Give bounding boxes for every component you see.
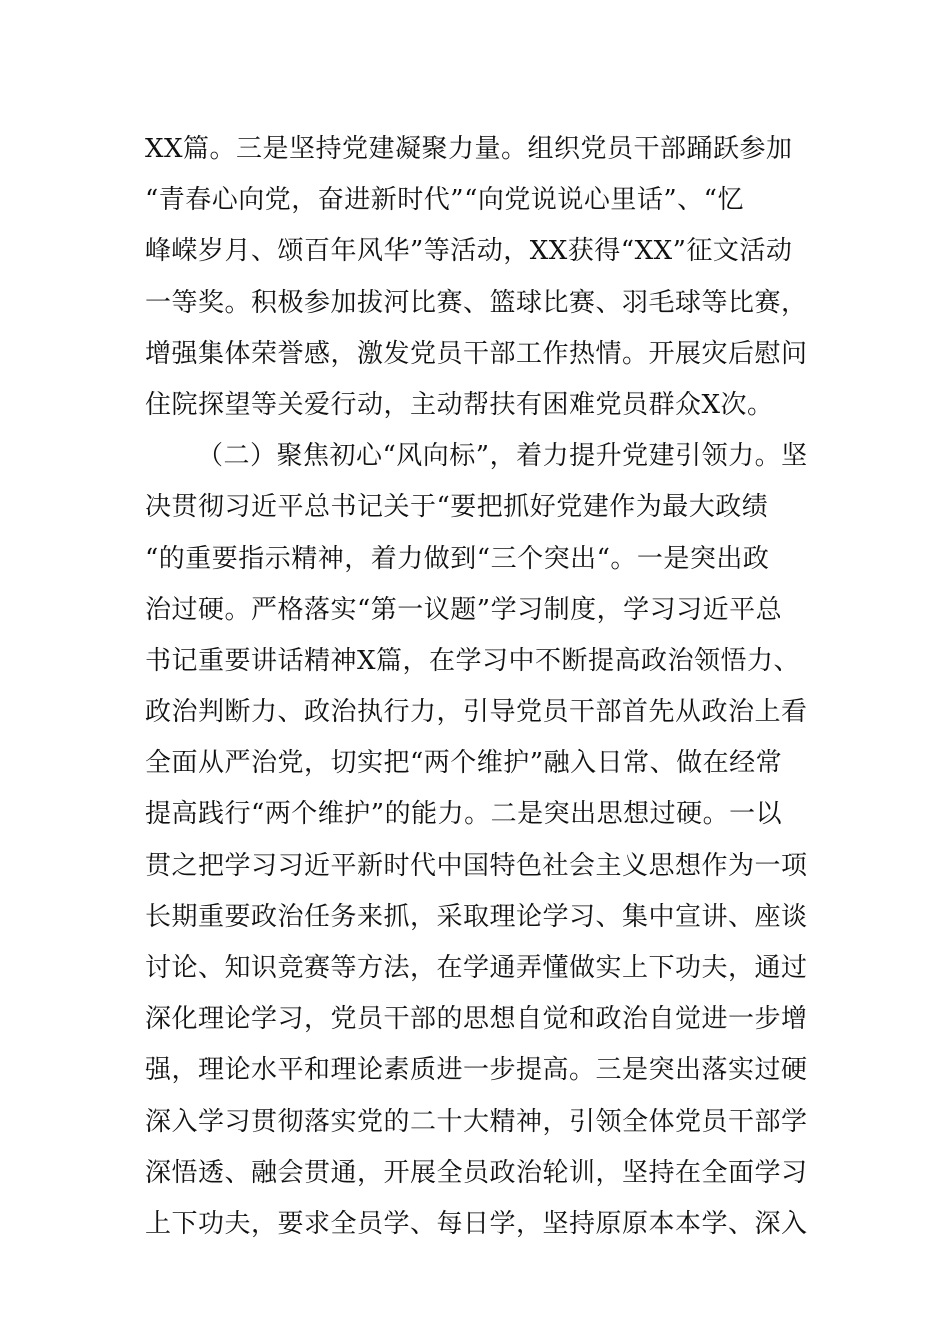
text-line-8: 决贯彻习近平总书记关于“要把抓好党建作为最大政绩 [145, 492, 769, 523]
text-line-13: 全面从严治党，切实把“两个维护”融入日常、做在经常 [145, 748, 783, 779]
text-line-19: 强，理论水平和理论素质进一步提高。三是突出落实过硬 [145, 1055, 808, 1086]
text-line-12: 政治判断力、政治执行力，引导党员干部首先从政治上看 [145, 697, 808, 728]
document-body [145, 124, 810, 1250]
text-line-5: 增强集体荣誉感，激发党员干部工作热情。开展灾后慰问 [145, 338, 808, 369]
text-line-10: 治过硬。严格落实“第一议题”学习制度，学习习近平总 [145, 594, 783, 625]
text-line-11: 书记重要讲话精神X篇，在学习中不断提高政治领悟力、 [145, 645, 801, 676]
text-line-2: “青春心向党，奋进新时代”“向党说说心里话”、“忆 [145, 185, 744, 216]
text-line-14: 提高践行“两个维护”的能力。二是突出思想过硬。一以 [145, 799, 783, 830]
text-line-17: 讨论、知识竞赛等方法，在学通弄懂做实上下功夫，通过 [145, 953, 808, 983]
text-line-3: 峰嵘岁月、颂百年风华”等活动，XX获得“XX”征文活动 [145, 236, 793, 267]
text-line-15: 贯之把学习习近平新时代中国特色社会主义思想作为一项 [145, 850, 808, 881]
text-line-4: 一等奖。积极参加拔河比赛、篮球比赛、羽毛球等比赛， [145, 287, 808, 318]
text-line-20: 深入学习贯彻落实党的二十大精神，引领全体党员干部学 [145, 1106, 808, 1137]
text-line-22: 上下功夫，要求全员学、每日学，坚持原原本本学、深入 [145, 1208, 808, 1239]
text-line-1: XX篇。三是坚持党建凝聚力量。组织党员干部踊跃参加 [145, 134, 793, 164]
text-line-21: 深悟透、融会贯通，开展全员政治轮训，坚持在全面学习 [145, 1157, 808, 1188]
section-heading-line: （二）聚焦初心“风向标”，着力提升党建引领力。坚 [197, 441, 808, 472]
text-line-9: “的重要指示精神，着力做到“三个突出“。一是突出政 [145, 543, 770, 574]
text-line-6: 住院探望等关爱行动，主动帮扶有困难党员群众X次。 [145, 389, 774, 420]
text-line-18: 深化理论学习，党员干部的思想自觉和政治自觉进一步增 [145, 1004, 808, 1035]
text-line-16: 长期重要政治任务来抓，采取理论学习、集中宣讲、座谈 [145, 901, 808, 932]
